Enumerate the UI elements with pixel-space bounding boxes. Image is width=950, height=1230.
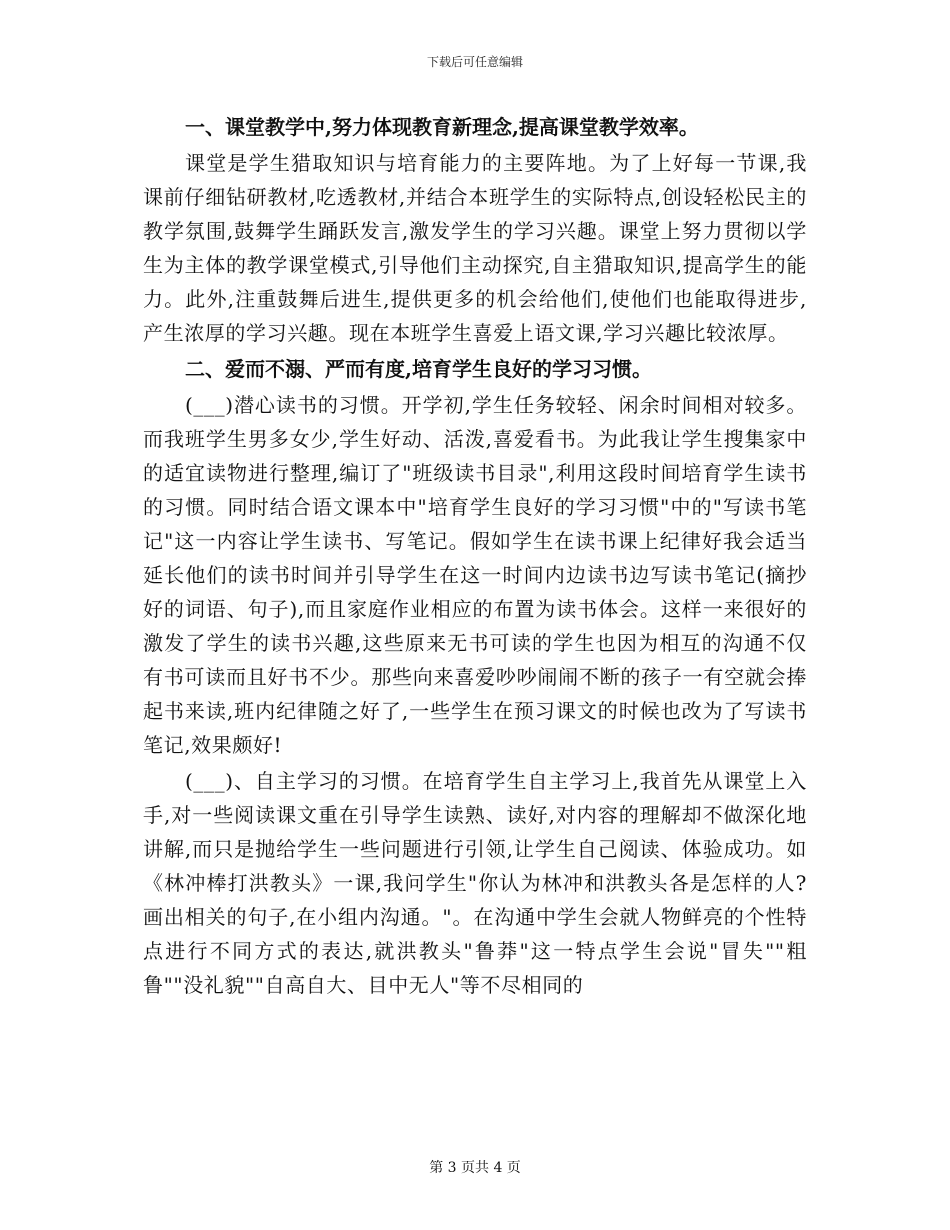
paragraph-1: 课堂是学生猎取知识与培育能力的主要阵地。为了上好每一节课,我课前仔细钻研教材,吃透教材,并结合本班学生的实际特点,创设轻松民主的教学氛围,鼓舞学生踊跃发言,激发学生的学习兴趣。课堂上努力贯彻以学生为主体的教学课堂模式,引导他们主动探究,自主猎取知识,提高学生的能力。此外,注重鼓舞后进生,提供更多的机会给他们,使他们也能取得进步,产生浓厚的学习兴趣。现在本班学生喜爱上语文课,学习兴趣比较浓厚。 [143,151,807,345]
section-heading-1: 一、课堂教学中,努力体现教育新理念,提高课堂教学效率。 [185,115,699,139]
document-body [143,110,807,1004]
section-heading-2: 二、爱而不溺、严而有度,培育学生良好的学习习惯。 [185,357,652,381]
paragraph-2: (___)潜心读书的习惯。开学初,学生任务较轻、闲余时间相对较多。而我班学生男多女少,学生好动、活泼,喜爱看书。为此我让学生搜集家中的适宜读物进行整理,编订了"班级读书目录",利用这段时间培育学生读书的习惯。同时结合语文课本中"培育学生良好的学习习惯"中的"写读书笔记"这一内容让学生读书、写笔记。假如学生在读书课上纪律好我会适当延长他们的读书时间并引导学生在这一时间内边读书边写读书笔记(摘抄好的词语、句子),而且家庭作业相应的布置为读书体会。这样一来很好的激发了学生的读书兴趣,这些原来无书可读的学生也因为相互的沟通不仅有书可读而且好书不少。那些向来喜爱吵吵闹闹不断的孩子一有空就会捧起书来读,班内纪律随之好了,一些学生在预习课文的时候也改为了写读书笔记,效果颇好! [143,393,807,757]
page-header-note: 下载后可任意编辑 [426,55,523,69]
paragraph-3: (___)、自主学习的习惯。在培育学生自主学习上,我首先从课堂上入手,对一些阅读课文重在引导学生读熟、读好,对内容的理解却不做深化地讲解,而只是抛给学生一些问题进行引领,让学生自己阅读、体验成功。如《林冲棒打洪教头》一课,我问学生"你认为林冲和洪教头各是怎样的人?画出相关的句子,在小组内沟通。"。在沟通中学生会就人物鲜亮的个性特点进行不同方式的表达,就洪教头"鲁莽"这一特点学生会说"冒失""粗鲁""没礼貌""自高自大、目中无人"等不尽相同的 [143,769,807,997]
page-number: 第 3 页共 4 页 [429,1160,521,1176]
